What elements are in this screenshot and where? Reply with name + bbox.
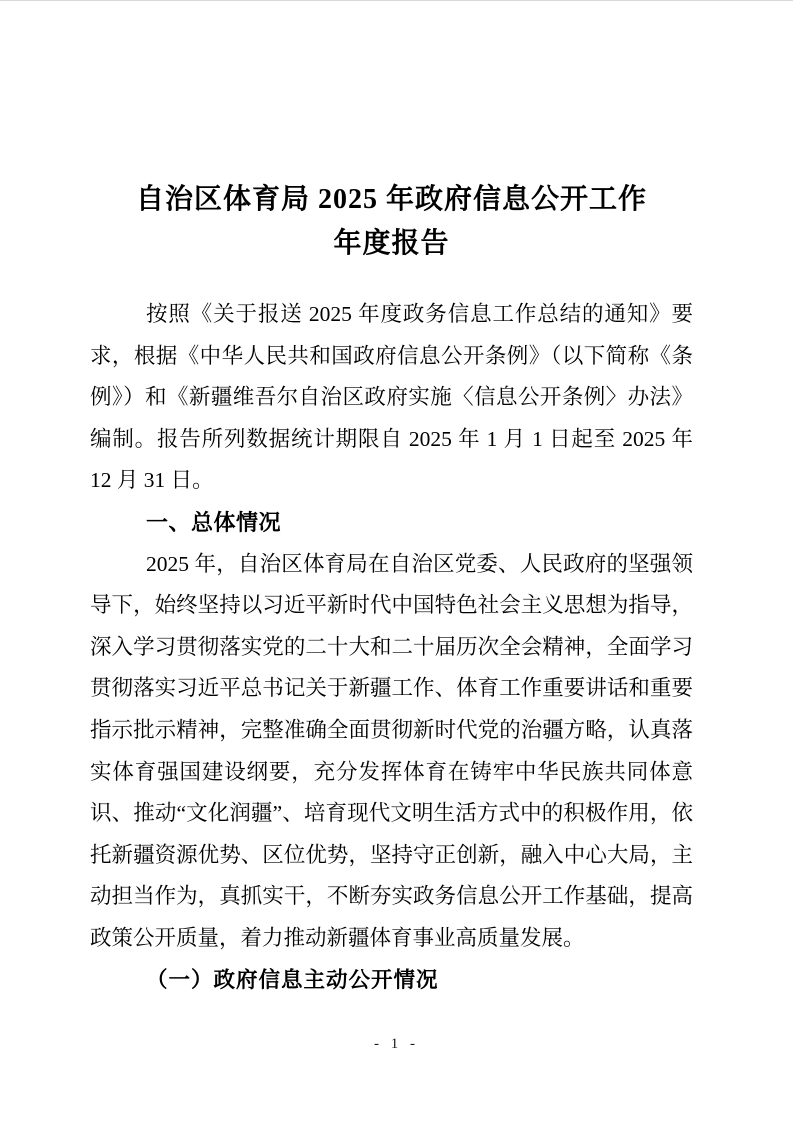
page-number: - 1 - <box>374 1036 419 1052</box>
intro-paragraph: 按照《关于报送 2025 年度政务信息工作总结的通知》要求，根据《中华人民共和国政府信息公开条例》（以下简称《条例》）和《新疆维吾尔自治区政府实施〈信息公开条例〉办法》编制。报告所列数据统计期限自 2025 年 1 月 1 日起至 2025 年 12 月 31 日。 <box>90 302 693 493</box>
document-title-line1: 自治区体育局 2025 年政府信息公开工作 <box>135 184 647 215</box>
section-1-heading: 一、总体情况 <box>146 509 282 535</box>
section-1-paragraph: 2025 年，自治区体育局在自治区党委、人民政府的坚强领导下，始终坚持以习近平新时代中国特色社会主义思想为指导，深入学习贯彻落实党的二十大和二十届历次全会精神，全面学习贯彻落实习近平总书记关于新疆工作、体育工作重要讲话和重要指示批示精神，完整准确全面贯彻新时代党的治疆方略，认真落实体育强国建设纲要，充分发挥体育在铸牢中华民族共同体意识、推动“文化润疆”、培育现代文明生活方式中的积极作用，依托新疆资源优势、区位优势，坚持守正创新，融入中心大局，主动担当作为，真抓实干，不断夯实政务信息公开工作基础，提高政策公开质量，着力推动新疆体育事业高质量发展。 <box>90 551 693 950</box>
document-title-line2: 年度报告 <box>333 228 450 259</box>
document-title <box>90 178 693 266</box>
section-1-1-heading: （一）政府信息主动公开情况 <box>146 967 439 992</box>
document-content <box>0 1 793 1001</box>
page-footer <box>0 1036 793 1053</box>
